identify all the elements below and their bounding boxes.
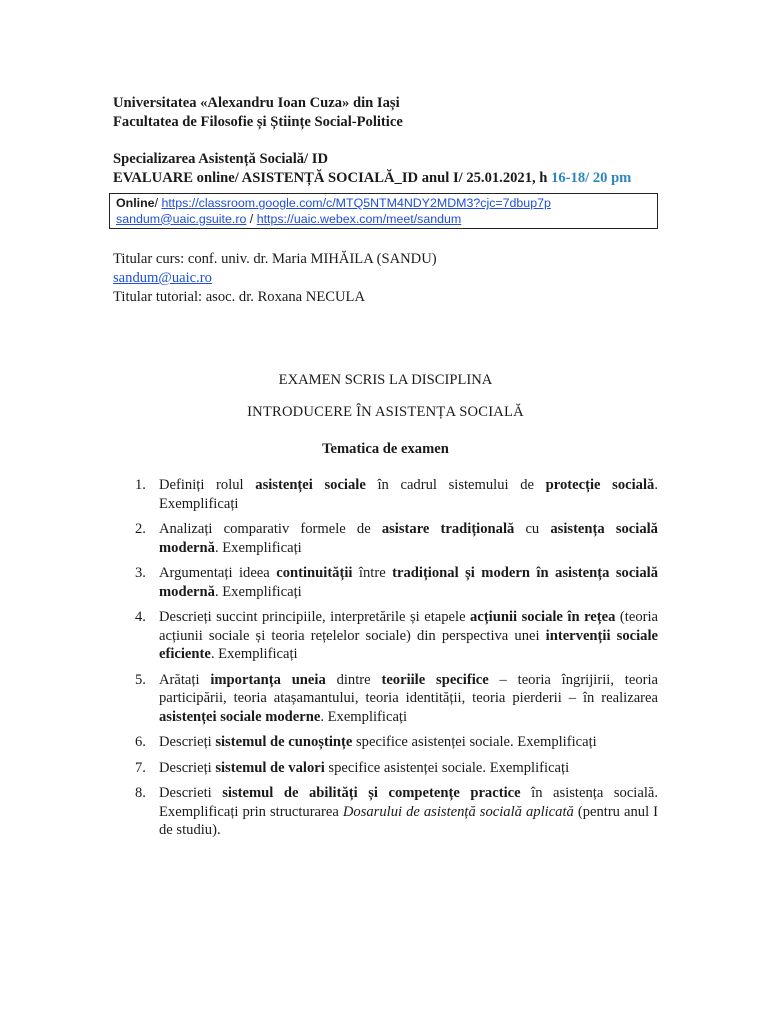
exam-topic-text: (pentru anul I de studiu). (159, 803, 659, 838)
exam-topic-number: 4. (135, 609, 146, 625)
exam-topic-item (113, 671, 658, 727)
evaluation-line (113, 169, 673, 188)
exam-topic-emphasis: continuității (276, 565, 353, 581)
exam-topic-emphasis: tradițional și modern în asistența socială modernă (159, 565, 659, 600)
specialization: Specializarea Asistență Socială/ ID (113, 151, 328, 167)
faculty-name: Facultatea de Filosofie și Științe Social-Politice (113, 114, 403, 130)
online-separator-2: / (246, 211, 257, 226)
exam-topic-item (113, 608, 658, 664)
exam-topic-text: specifice asistenței sociale. Exemplificați (324, 759, 570, 776)
exam-topic-text: . Exemplificați (214, 583, 302, 600)
exam-topic-item (113, 784, 658, 840)
online-line-1 (116, 196, 651, 212)
exam-topic-text: cu (514, 521, 551, 537)
exam-topic-emphasis: protecție socială (545, 477, 655, 493)
online-links-box (109, 193, 658, 229)
exam-topic-number: 2. (135, 521, 146, 537)
exam-topic-number: 1. (135, 477, 146, 493)
online-separator: / (154, 196, 162, 210)
university-name: Universitatea «Alexandru Ioan Cuza» din Iași (113, 95, 400, 111)
exam-topic-text: Argumentați ideea (159, 565, 277, 581)
exam-topic-item (113, 520, 658, 557)
tutorial-holder: Titular tutorial: asoc. dr. Roxana NECULA (113, 289, 365, 305)
exam-title-line-2: INTRODUCERE ÎN ASISTENȚA SOCIALĂ (247, 404, 524, 420)
exam-topic-emphasis: sistemul de abilități și competențe practice (222, 785, 521, 801)
online-label: Online (116, 196, 155, 210)
exam-topic-item (113, 476, 658, 513)
exam-topic-emphasis: sistemul de cunoștințe (215, 734, 353, 750)
exam-topic-emphasis: asistența socială modernă (159, 521, 658, 556)
exam-topic-text: Descrieți (159, 759, 216, 776)
exam-topic-emphasis: importanța uneia (210, 671, 326, 688)
exam-topic-emphasis: intervenții sociale eficiente (159, 627, 658, 662)
exam-title-line-1: EXAMEN SCRIS LA DISCIPLINA (278, 372, 493, 388)
exam-topic-number: 7. (135, 759, 146, 776)
exam-topic-number: 3. (135, 565, 146, 581)
webex-link[interactable]: https://uaic.webex.com/meet/sandum (256, 211, 462, 226)
exam-topic-text: . Exemplificați (214, 539, 302, 556)
evaluation-time: 16-18/ 20 pm (551, 170, 632, 186)
exam-topic-number: 8. (135, 785, 146, 801)
exam-topic-emphasis: asistenței sociale moderne (159, 708, 321, 725)
exam-topic-text: . Exemplificați (159, 477, 658, 512)
exam-topic-item (113, 564, 658, 601)
course-holder: Titular curs: conf. univ. dr. Maria MIHĂILA (SANDU) (113, 251, 437, 267)
classroom-link[interactable]: https://classroom.google.com/c/MTQ5NTM4NDY2MDM3?cjc=7dbup7p (161, 196, 551, 210)
exam-topics-list (113, 476, 658, 847)
exam-topic-text: Definiți rolul (159, 477, 256, 493)
exam-topic-number: 6. (135, 734, 146, 750)
exam-topic-emphasis: teoriile specifice (381, 671, 489, 688)
exam-topic-text: în asistența socială. Exemplificați prin structurarea (159, 785, 659, 820)
exam-topic-emphasis: acțiunii sociale în rețea (470, 609, 616, 625)
exam-topic-item (113, 759, 658, 778)
online-line-2 (116, 212, 651, 228)
exam-topic-emphasis: asistare tradițională (381, 521, 515, 537)
exam-topic-text: între (352, 565, 393, 581)
exam-subtitle: Tematica de examen (322, 441, 449, 457)
course-holders (113, 250, 673, 307)
exam-topic-item (113, 733, 658, 752)
exam-topic-text: Arătați (159, 671, 211, 688)
exam-topic-text: Descrieți (159, 734, 216, 750)
exam-topic-text: specifice asistenței sociale. Exemplificați (352, 734, 597, 750)
exam-topic-text: Descrieti (159, 785, 223, 801)
evaluation-prefix: EVALUARE online/ ASISTENȚĂ SOCIALĂ_ID anul I/ 25.01.2021, h (113, 170, 552, 186)
exam-topic-text: (teoria acțiunii sociale și teoria rețelelor sociale) din perspectiva unei (159, 609, 659, 644)
exam-topic-emphasis: asistenței sociale (255, 477, 366, 493)
exam-topic-text: Analizați comparativ formele de (159, 521, 382, 537)
exam-topic-text: . Exemplificați (210, 646, 298, 662)
exam-topic-number: 5. (135, 671, 146, 688)
course-holder-email-link[interactable]: sandum@uaic.ro (113, 270, 212, 286)
header-block (113, 94, 673, 188)
exam-topic-italic: Dosarului de asistență socială aplicată (342, 803, 574, 820)
exam-topic-text: Descrieți succint principiile, interpretările și etapele (159, 609, 471, 625)
exam-topic-text: dintre (325, 671, 382, 688)
gsuite-email-link[interactable]: sandum@uaic.gsuite.ro (116, 211, 247, 226)
exam-topic-text: . Exemplificați (320, 708, 408, 725)
exam-topic-text: – teoria îngrijirii, teoria participării, teoria atașamantului, teoria identității, teoria pierderii – în realizarea (159, 671, 659, 706)
exam-topic-emphasis: sistemul de valori (215, 759, 325, 776)
exam-topic-text: în cadrul sistemului de (365, 477, 546, 493)
